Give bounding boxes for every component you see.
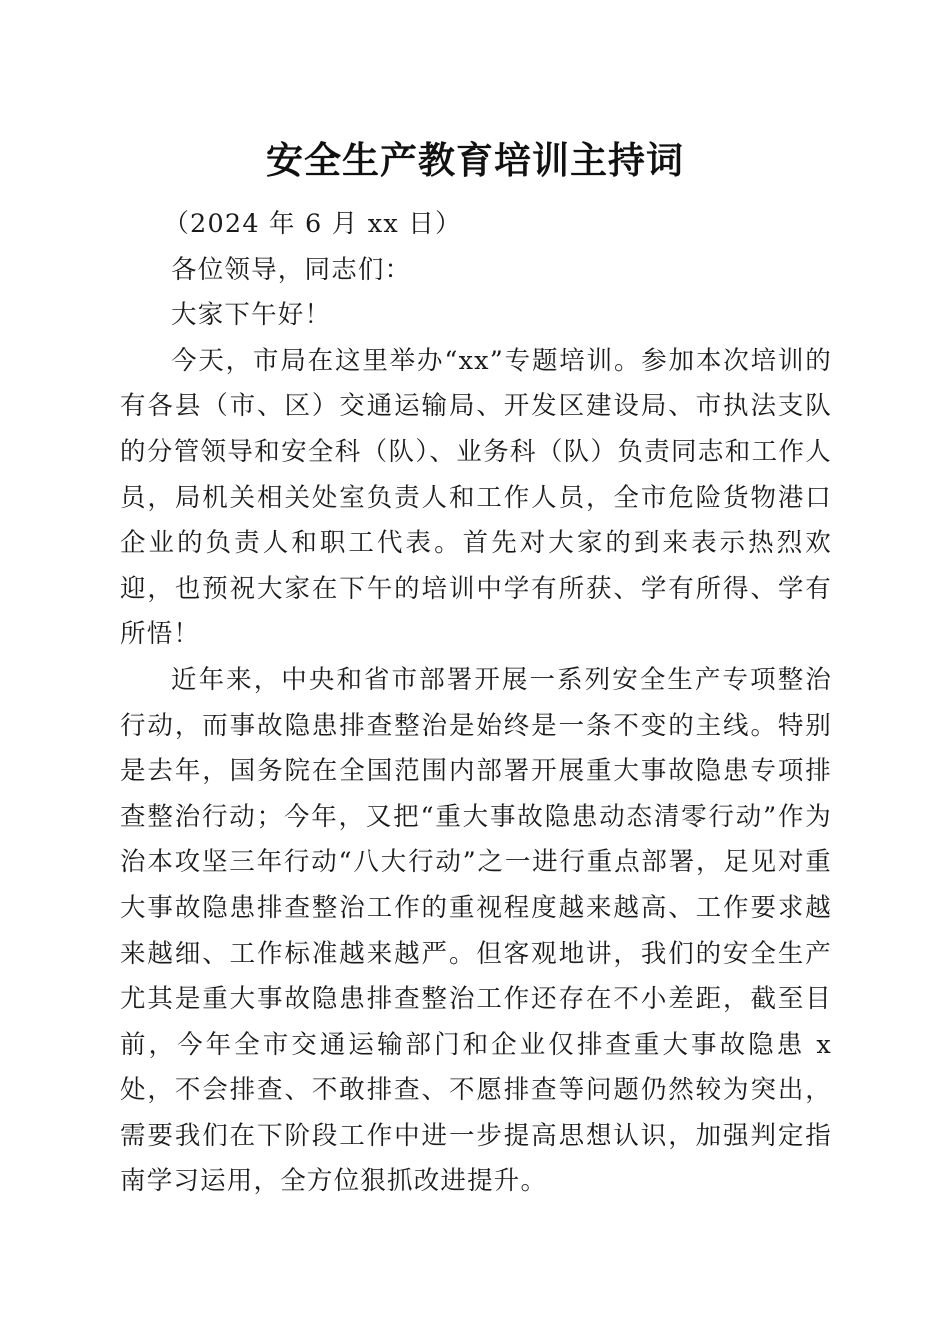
- date-line: （2024 年 6 月 xx 日）: [163, 209, 462, 239]
- paragraph-intro: 今天，市局在这里举办“xx”专题培训。参加本次培训的有各县（市、区）交通运输局、开发区建设局、市执法支队的分管领导和安全科（队）、业务科（队）负责同志和工作人员，局机关相关处室负责人和工作人员，全市危险货物港口企业的负责人和职工代表。首先对大家的到来表示热烈欢迎，也预祝大家在下午的培训中学有所获、学有所得、学有所悟！: [120, 345, 832, 650]
- document-title: 安全生产教育培训主持词: [266, 138, 684, 182]
- document-body: [120, 202, 832, 1205]
- paragraph-background: 近年来，中央和省市部署开展一系列安全生产专项整治行动，而事故隐患排查整治是始终是一条不变的主线。特别是去年，国务院在全国范围内部署开展重大事故隐患专项排查整治行动；今年，又把“重大事故隐患动态清零行动”作为治本攻坚三年行动“八大行动”之一进行重点部署，足见对重大事故隐患排查整治工作的重视程度越来越高、工作要求越来越细、工作标准越来越严。但客观地讲，我们的安全生产尤其是重大事故隐患排查整治工作还存在不小差距，截至目前，今年全市交通运输部门和企业仅排查重大事故隐患 x 处，不会排查、不敢排查、不愿排查等问题仍然较为突出，需要我们在下阶段工作中进一步提高思想认识，加强判定指南学习运用，全方位狠抓改进提升。: [120, 664, 832, 1197]
- salutation: 各位领导，同志们：: [171, 254, 412, 285]
- greeting: 大家下午好！: [171, 300, 332, 331]
